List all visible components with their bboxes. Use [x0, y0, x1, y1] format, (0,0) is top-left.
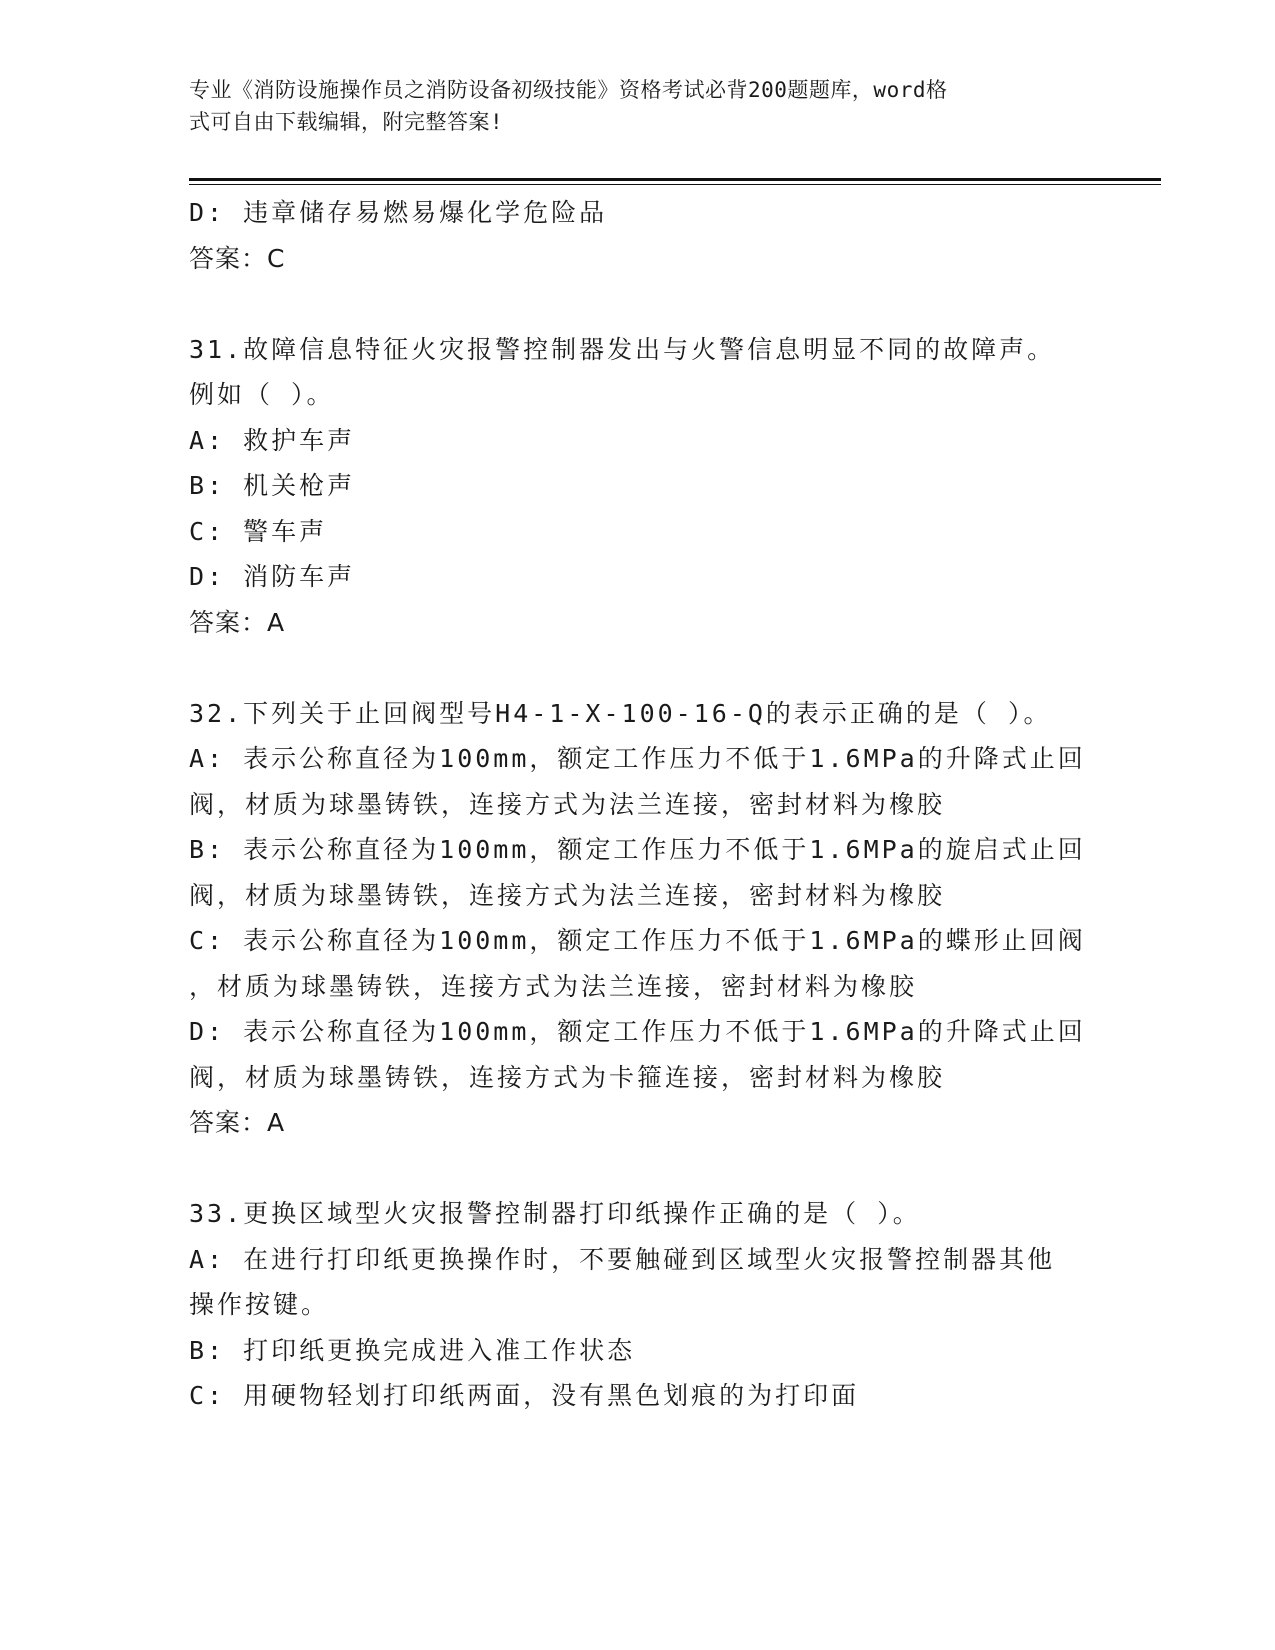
option-d-continued: 阀，材质为球墨铸铁，连接方式为卡箍连接，密封材料为橡胶: [189, 1062, 946, 1092]
question-content: [189, 190, 1089, 1419]
header-divider-thin: [189, 184, 1161, 185]
question-33: [189, 1191, 1089, 1419]
option-a-continued: 操作按键。: [189, 1290, 330, 1319]
question-32: [189, 691, 1089, 1146]
question-31: [189, 327, 1089, 646]
option-a: A: 在进行打印纸更换操作时，不要触碰到区域型火灾报警控制器其他: [189, 1244, 1056, 1274]
option-c: C: 表示公称直径为100mm，额定工作压力不低于1.6MPa的蝶形止回阀: [189, 926, 1086, 955]
spacer: [189, 281, 1089, 327]
option-d: D: 消防车声: [189, 562, 356, 591]
option-b: B: 打印纸更换完成进入准工作状态: [189, 1335, 636, 1365]
option-d: D: 表示公称直径为100mm，额定工作压力不低于1.6MPa的升降式止回: [189, 1017, 1086, 1046]
option-c-continued: ，材质为球墨铸铁，连接方式为法兰连接，密封材料为橡胶: [189, 971, 918, 1001]
spacer: [189, 645, 1089, 691]
option-a: A: 表示公称直径为100mm，额定工作压力不低于1.6MPa的升降式止回: [189, 744, 1086, 773]
header-line-1: 专业《消防设施操作员之消防设备初级技能》资格考试必背200题题库，word格: [189, 78, 948, 102]
option-c: C: 用硬物轻划打印纸两面，没有黑色划痕的为打印面: [189, 1381, 860, 1410]
answer-line: 答案：C: [189, 243, 286, 273]
header-line-2: 式可自由下载编辑，附完整答案!: [189, 110, 504, 134]
option-b: B: 表示公称直径为100mm，额定工作压力不低于1.6MPa的旋启式止回: [189, 835, 1086, 864]
spacer: [189, 1146, 1089, 1192]
option-b: B: 机关枪声: [189, 471, 356, 500]
question-stem: 31.故障信息特征火灾报警控制器发出与火警信息明显不同的故障声。: [189, 334, 1056, 364]
option-a-continued: 阀，材质为球墨铸铁，连接方式为法兰连接，密封材料为橡胶: [189, 789, 946, 819]
option-d: D: 违章储存易燃易爆化学危险品: [189, 198, 608, 227]
question-30-tail: [189, 190, 1089, 281]
answer-line: 答案：A: [189, 607, 286, 637]
document-header: [189, 74, 1069, 138]
option-b-continued: 阀，材质为球墨铸铁，连接方式为法兰连接，密封材料为橡胶: [189, 880, 946, 910]
answer-line: 答案：A: [189, 1108, 286, 1137]
question-stem-continued: 例如（ ）。: [189, 380, 335, 409]
question-stem: 33.更换区域型火灾报警控制器打印纸操作正确的是（ ）。: [189, 1199, 921, 1228]
option-c: C: 警车声: [189, 516, 328, 546]
header-divider-thick: [189, 178, 1161, 181]
question-stem: 32.下列关于止回阀型号H4-1-X-100-16-Q的表示正确的是（ ）。: [189, 698, 1052, 728]
option-a: A: 救护车声: [189, 425, 356, 455]
